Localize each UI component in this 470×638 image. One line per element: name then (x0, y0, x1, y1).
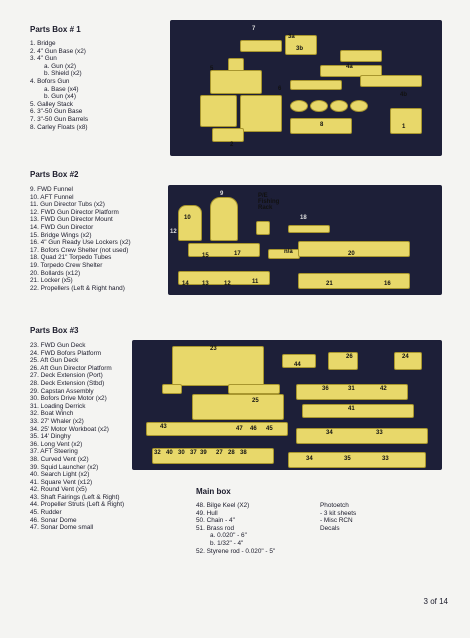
photo-label: 14 (182, 281, 189, 287)
photo-label: 6 (278, 86, 282, 92)
box1-title: Parts Box # 1 (30, 25, 81, 34)
photo-label: 18 (300, 215, 307, 221)
photo-label: 34 (306, 456, 313, 462)
list-item: 51. Brass rod (196, 524, 235, 532)
list-item: - Misc RCN (320, 517, 353, 525)
main-box-list (196, 502, 275, 555)
list-item: - 3 kit sheets (320, 509, 357, 517)
photo-label: 3a (288, 34, 295, 40)
list-item: 33. 27' Whaler (x2) (30, 417, 84, 425)
photo-label: 9 (220, 191, 224, 197)
photo-label: 26 (346, 354, 353, 360)
list-item: 30. Bofors Drive Motor (x2) (30, 395, 107, 403)
photo-label: 20 (348, 251, 355, 257)
photo-label: 36 (322, 386, 329, 392)
main-box-extras (320, 502, 356, 532)
list-item: b. Shield (x2) (44, 70, 82, 78)
photo-label: 13 (202, 281, 209, 287)
box3-title: Parts Box #3 (30, 326, 79, 335)
list-item: 29. Capstan Assembly (30, 387, 94, 395)
list-item: 52. Styrene rod - 0.020" - 5" (196, 547, 276, 555)
list-item: 1. Bridge (30, 40, 56, 47)
list-item: a. Base (x4) (44, 85, 79, 93)
list-item: 35. 14' Dinghy (30, 433, 71, 441)
list-item: 50. Chain - 4" (196, 517, 235, 525)
list-item: Decals (320, 524, 340, 532)
photo-label: 32 (154, 450, 161, 456)
photo-label: 39 (200, 450, 207, 456)
list-item: 7. 3"-50 Gun Barrels (30, 115, 89, 123)
page-number: 3 of 14 (423, 597, 448, 606)
list-item: 42. Round Vent (x5) (30, 486, 87, 494)
list-item: a. Gun (x2) (44, 62, 76, 70)
photo-label: 2 (230, 142, 234, 148)
box1-photo (170, 20, 442, 156)
list-item: 9. FWD Funnel (30, 186, 73, 193)
photo-label: 45 (266, 426, 273, 432)
list-item: 10. AFT Funnel (30, 193, 74, 201)
list-item: 2. 4" Gun Base (x2) (30, 47, 86, 55)
list-item: 38. Curved Vent (x2) (30, 455, 89, 463)
list-item: 4. Bofors Gun (30, 77, 70, 85)
list-item: 41. Square Vent (x12) (30, 478, 93, 486)
box3-photo (132, 340, 442, 470)
list-item: 45. Rudder (30, 509, 62, 517)
list-item: 28. Deck Extension (Stbd) (30, 379, 105, 387)
photo-label: 15 (202, 253, 209, 259)
photo-label: 35 (344, 456, 351, 462)
list-item: 25. Aft Gun Deck (30, 357, 79, 365)
photo-label: 38 (240, 450, 247, 456)
list-item: 6. 3"-50 Gun Base (30, 108, 83, 116)
photo-label: P/E Fishing Rack (258, 193, 280, 211)
list-item: 49. Hull (196, 509, 218, 517)
box1-list (30, 40, 88, 131)
list-item: 11. Gun Director Tubs (x2) (30, 201, 105, 209)
box3-list (30, 342, 124, 532)
list-item: 36. Long Vent (x2) (30, 440, 83, 448)
photo-label: 21 (326, 281, 333, 287)
list-item: 13. FWD Gun Director Mount (30, 216, 113, 224)
list-item: 15. Bridge Wings (x2) (30, 231, 92, 239)
list-item: 17. Bofors Crew Shelter (not used) (30, 246, 129, 254)
list-item: 22. Propellers (Left & Right hand) (30, 284, 125, 292)
photo-label: 27 (216, 450, 223, 456)
photo-label: 3b (296, 46, 304, 52)
list-item: 37. AFT Steering (30, 448, 78, 456)
list-item: 31. Loading Derrick (30, 402, 86, 410)
photo-label: 5 (210, 66, 214, 72)
photo-label: 37 (190, 450, 197, 456)
list-item: 34. 25' Motor Workboat (x2) (30, 425, 109, 433)
list-item: 5. Galley Stack (30, 100, 73, 108)
photo-label: 41 (348, 406, 355, 412)
photo-label: 25 (252, 398, 259, 404)
photo-label: 46 (250, 426, 257, 432)
list-item: 19. Torpedo Crew Shelter (30, 261, 103, 269)
list-item: b. 1/32" - 4" (210, 539, 244, 547)
box2-title: Parts Box #2 (30, 170, 79, 179)
list-item: 44. Propeller Struts (Left & Right) (30, 501, 125, 509)
list-item: 43. Shaft Fairings (Left & Right) (30, 493, 120, 501)
photo-label: 17 (234, 251, 241, 257)
list-item: 16. 4" Gun Ready Use Lockers (x2) (30, 239, 131, 247)
photo-label: 47 (236, 426, 243, 432)
photo-label: 4b (400, 92, 408, 98)
main-box-title: Main box (196, 487, 231, 496)
list-item: 18. Quad 21" Torpedo Tubes (30, 254, 112, 262)
photo-label: 12 (224, 281, 231, 287)
photo-label: 16 (384, 281, 391, 287)
photo-label: 30 (178, 450, 185, 456)
list-item: 20. Bollards (x12) (30, 269, 81, 277)
list-item: 14. FWD Gun Director (30, 223, 94, 231)
list-item: 27. Deck Extension (Port) (30, 372, 103, 380)
list-item: 23. FWD Gun Deck (30, 342, 86, 349)
photo-label: 10 (184, 215, 191, 221)
list-item: 21. Locker (x5) (30, 277, 73, 285)
list-item: 3. 4" Gun (30, 55, 57, 63)
photo-label: 28 (228, 450, 235, 456)
list-item: 46. Sonar Dome (30, 516, 77, 524)
photo-label: 34 (326, 430, 333, 436)
box2-photo (168, 185, 442, 295)
list-item: b. Gun (x4) (44, 93, 76, 101)
photo-label: 11 (252, 279, 259, 285)
photo-label: 12 (170, 229, 177, 235)
photo-label: 1 (402, 124, 406, 130)
photo-label: 24 (402, 354, 409, 360)
list-item: Photoetch (320, 502, 349, 509)
photo-label: 43 (160, 424, 167, 430)
list-item: 26. Aft Gun Director Platform (30, 364, 112, 372)
photo-label: 33 (382, 456, 389, 462)
photo-label: n/a (284, 249, 293, 255)
list-item: 8. Carley Floats (x8) (30, 123, 88, 131)
list-item: 39. Squid Launcher (x2) (30, 463, 99, 471)
photo-label: 33 (376, 430, 383, 436)
photo-label: 23 (210, 346, 217, 352)
box2-list (30, 186, 131, 292)
list-item: a. 0.020" - 6" (210, 532, 247, 540)
list-item: 24. FWD Bofors Platform (30, 349, 102, 357)
photo-label: 44 (294, 362, 301, 368)
photo-label: 7 (252, 26, 256, 32)
list-item: 32. Boat Winch (30, 410, 74, 418)
photo-label: 8 (320, 122, 324, 128)
photo-label: 31 (348, 386, 355, 392)
list-item: 47. Sonar Dome small (30, 524, 94, 532)
photo-label: 4a (346, 64, 353, 70)
photo-label: 42 (380, 386, 387, 392)
list-item: 12. FWD Gun Director Platform (30, 208, 119, 216)
photo-label: 40 (166, 450, 173, 456)
list-item: 40. Search Light (x2) (30, 471, 90, 479)
list-item: 48. Bilge Keel (X2) (196, 502, 250, 509)
